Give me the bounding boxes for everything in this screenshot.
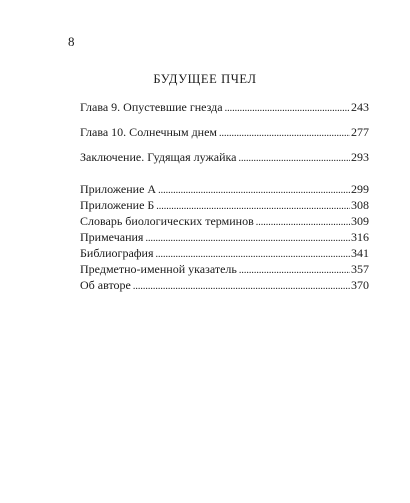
toc-entry-title: Библиография: [80, 246, 154, 260]
dot-leader: [256, 215, 350, 227]
dot-leader: [156, 199, 350, 211]
toc-entry-title: Предметно-именной указатель: [80, 262, 237, 276]
toc-entry-page: 309: [351, 214, 369, 228]
toc-entry-title: Примечания: [80, 230, 144, 244]
dot-leader: [145, 231, 350, 243]
toc-entry-page: 277: [351, 125, 369, 139]
toc-entry-page: 243: [351, 100, 369, 114]
toc-entry-page: 293: [351, 150, 369, 164]
toc-entry-title: Заключение. Гудящая лужайка: [80, 150, 237, 164]
toc-entry-notes[interactable]: [80, 229, 369, 245]
toc-entry-chapter-10[interactable]: [80, 124, 369, 140]
toc-entry-page: 341: [351, 246, 369, 260]
toc-entry-appendix-b[interactable]: [80, 197, 369, 213]
dot-leader: [225, 101, 350, 113]
toc-entry-page: 357: [351, 262, 369, 276]
toc-entry-title: Глава 10. Солнечным днем: [80, 125, 218, 139]
toc-entry-appendix-a[interactable]: [80, 181, 369, 197]
toc-entry-title: Об авторе: [80, 278, 131, 292]
table-of-contents: [80, 95, 369, 293]
toc-entry-page: 370: [351, 278, 369, 292]
dot-leader: [239, 263, 350, 275]
toc-entry-page: 316: [351, 230, 369, 244]
toc-entry-title: Словарь биологических терминов: [80, 214, 254, 228]
running-head: БУДУЩЕЕ ПЧЕЛ: [153, 72, 257, 86]
toc-entry-glossary[interactable]: [80, 213, 369, 229]
dot-leader: [158, 183, 350, 195]
dot-leader: [219, 126, 350, 138]
dot-leader: [133, 279, 350, 291]
page-number: 8: [68, 34, 75, 49]
toc-entry-page: 308: [351, 198, 369, 212]
toc-entry-title: Приложение Б: [80, 198, 155, 212]
toc-entry-bibliography[interactable]: [80, 245, 369, 261]
toc-entry-conclusion[interactable]: [80, 149, 369, 165]
toc-entry-title: Глава 9. Опустевшие гнезда: [80, 100, 223, 114]
toc-entry-title: Приложение А: [80, 182, 157, 196]
toc-entry-about-author[interactable]: [80, 277, 369, 293]
toc-entry-chapter-9[interactable]: [80, 99, 369, 115]
toc-entry-index[interactable]: [80, 261, 369, 277]
toc-entry-page: 299: [351, 182, 369, 196]
dot-leader: [238, 151, 350, 163]
dot-leader: [156, 247, 351, 259]
